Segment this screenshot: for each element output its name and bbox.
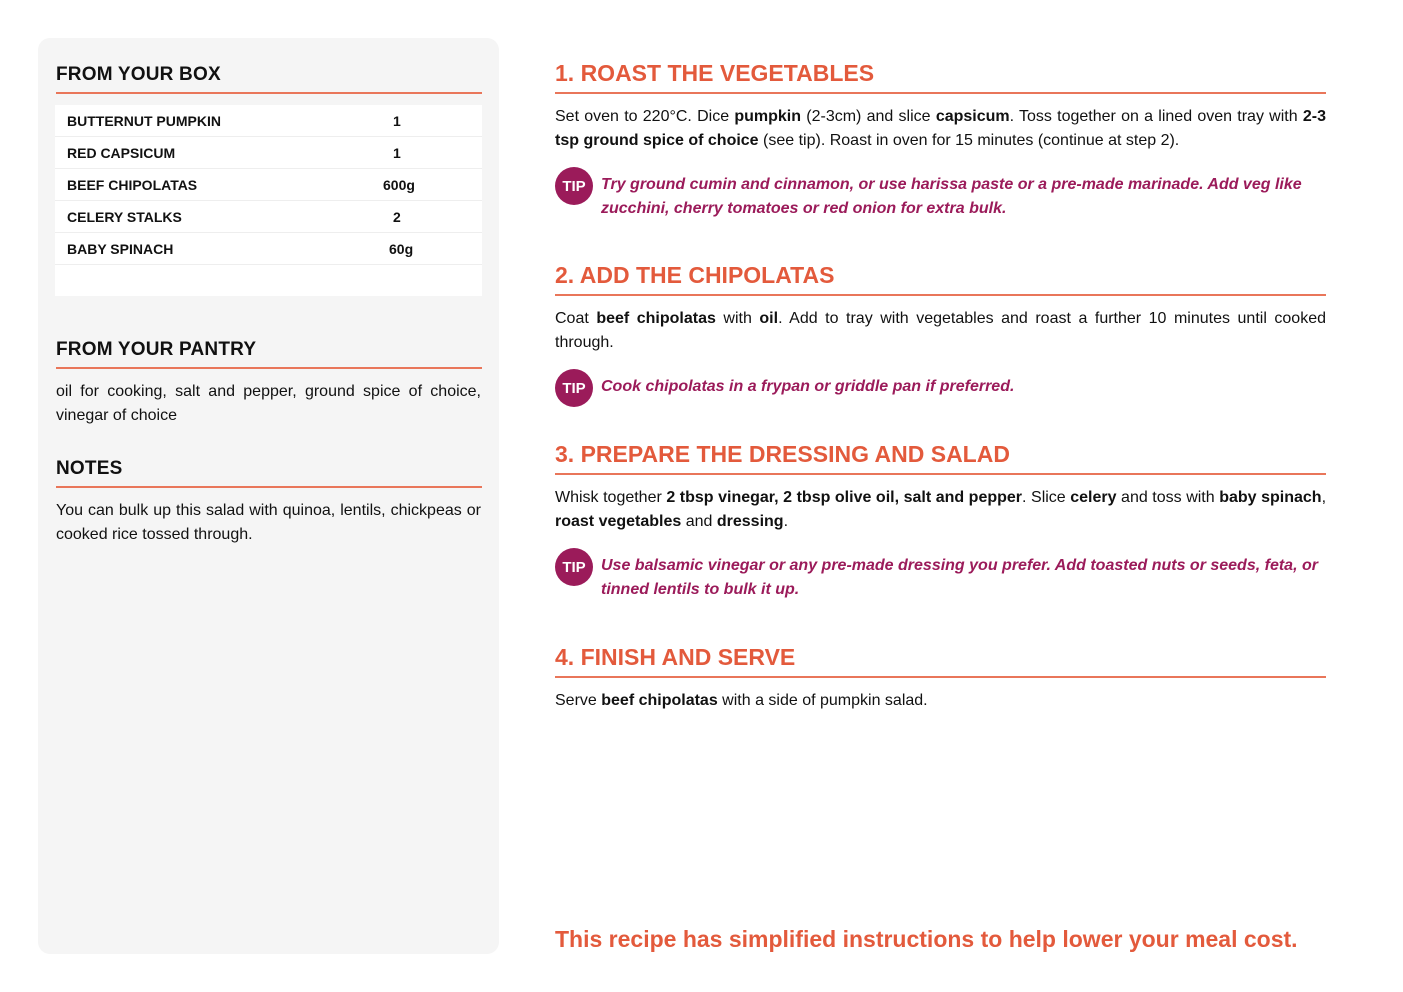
bold-text: celery	[1070, 489, 1117, 506]
table-row-empty	[55, 265, 482, 296]
bold-text: pumpkin	[734, 108, 802, 125]
step-2-heading: 2. ADD THE CHIPOLATAS	[555, 262, 1326, 296]
footer-note: This recipe has simplified instructions to help lower your meal cost.	[555, 926, 1298, 952]
bold-text: capsicum	[935, 108, 1010, 125]
step-4-heading: 4. FINISH AND SERVE	[555, 644, 1326, 678]
ingredient-name: BEEF CHIPOLATAS	[67, 176, 198, 193]
text: (see tip). Roast in oven for 15 minutes (continue at step 2).	[758, 131, 1180, 149]
tip-badge: TIP	[555, 548, 593, 586]
text: with	[715, 310, 760, 327]
bold-text: roast vegetables	[555, 512, 682, 530]
text: . Slice	[1022, 489, 1071, 506]
text: . Toss together on a lined oven tray with	[1009, 108, 1303, 125]
text: . Add to tray with vegetables and roast a further 10 minutes until cooked through.	[555, 310, 1326, 351]
step-3-text	[555, 486, 1326, 533]
text: .	[783, 512, 789, 530]
table-row	[55, 201, 482, 233]
text: (2-3cm) and slice	[801, 108, 936, 125]
step-2-text	[555, 307, 1326, 354]
bold-text: baby spinach	[1219, 489, 1322, 506]
pantry-text: oil for cooking, salt and pepper, ground spice of choice, vinegar of choice	[56, 383, 481, 424]
table-row	[55, 137, 482, 169]
text: and toss with	[1116, 489, 1220, 506]
text: and	[681, 512, 717, 530]
bold-text: 2 tbsp vinegar, 2 tbsp olive oil, salt and pepper	[666, 489, 1023, 506]
bold-text: dressing	[716, 512, 784, 530]
bold-text: beef chipolatas	[601, 692, 718, 709]
text: Set oven to 220°C. Dice	[555, 108, 735, 125]
ingredient-qty: 1	[393, 144, 401, 161]
ingredients-table	[55, 105, 482, 296]
bold-text: oil	[759, 310, 779, 327]
table-row	[55, 233, 482, 265]
ingredient-name: BUTTERNUT PUMPKIN	[67, 112, 221, 129]
table-row	[55, 169, 482, 201]
ingredient-name: RED CAPSICUM	[67, 144, 176, 161]
table-row	[55, 105, 482, 137]
step-1-heading: 1. ROAST THE VEGETABLES	[555, 60, 1326, 94]
bold-text: 2-3 tsp ground spice of choice	[555, 108, 1327, 149]
step-4-text	[555, 689, 1326, 713]
ingredient-qty: 1	[393, 112, 401, 129]
text: with a side of pumpkin salad.	[717, 692, 928, 709]
bold-text: beef chipolatas	[596, 310, 716, 327]
ingredient-name: CELERY STALKS	[67, 208, 182, 225]
ingredient-qty: 600g	[383, 176, 415, 193]
tip-badge: TIP	[555, 369, 593, 407]
from-box-heading: FROM YOUR BOX	[56, 64, 482, 94]
tip-badge: TIP	[555, 167, 593, 205]
tip-text: Try ground cumin and cinnamon, or use harissa paste or a pre-made marinade. Add veg like zucchini, cherry tomatoes or red onion for extra bulk.	[601, 176, 1302, 217]
ingredient-name: BABY SPINACH	[67, 240, 174, 257]
ingredients-sidebar	[38, 38, 499, 954]
step-3-heading: 3. PREPARE THE DRESSING AND SALAD	[555, 441, 1326, 475]
notes-heading: NOTES	[56, 458, 482, 488]
ingredient-qty: 60g	[389, 240, 414, 257]
text: Serve	[555, 692, 602, 709]
text: ,	[1321, 489, 1327, 506]
notes-text: You can bulk up this salad with quinoa, lentils, chickpeas or cooked rice tossed through.	[56, 502, 481, 543]
tip-text: Use balsamic vinegar or any pre-made dressing you prefer. Add toasted nuts or seeds, feta, or tinned lentils to bulk it up.	[601, 557, 1318, 598]
text: Coat	[555, 310, 597, 327]
pantry-heading: FROM YOUR PANTRY	[56, 339, 482, 369]
step-1-text	[555, 105, 1326, 152]
ingredient-qty: 2	[393, 208, 401, 225]
tip-text: Cook chipolatas in a frypan or griddle pan if preferred.	[601, 378, 1015, 395]
text: Whisk together	[555, 489, 667, 506]
